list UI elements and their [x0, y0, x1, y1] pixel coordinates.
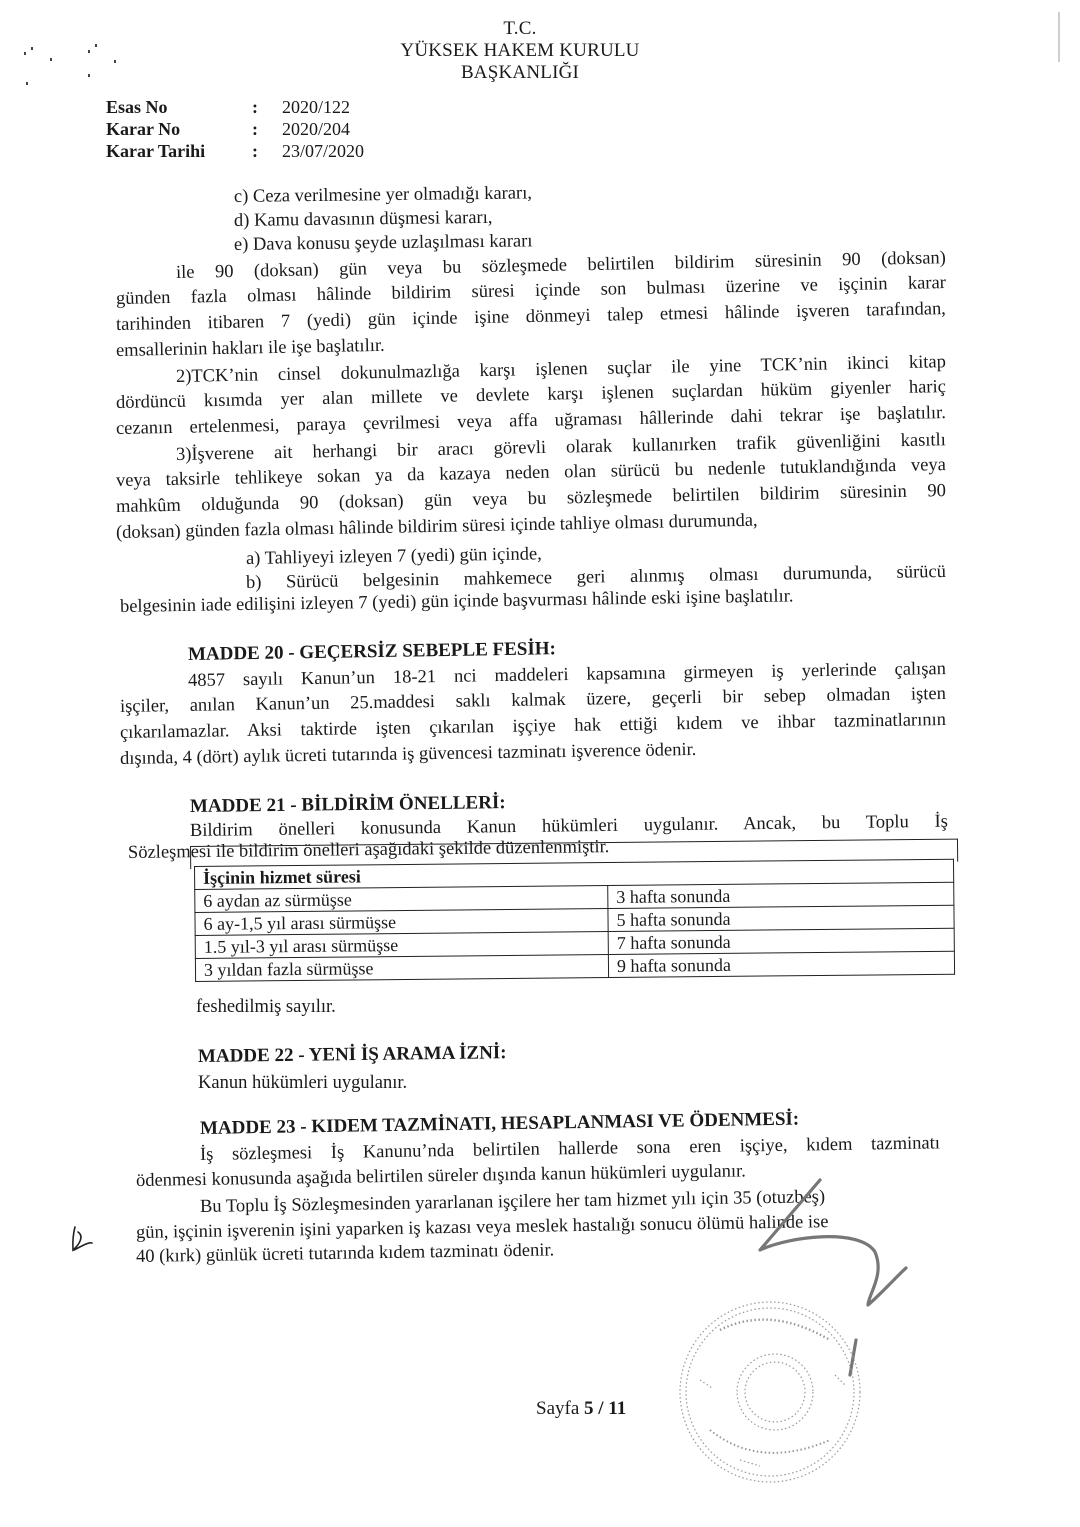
initials-mark-icon: [73, 1227, 92, 1250]
paragraph-line: Bildirim önelleri konusunda Kanun hükümleri uygulanır. Ancak, bu Toplu İş: [189, 811, 949, 841]
scan-speck: [95, 44, 97, 47]
scan-speck: [114, 60, 116, 63]
list-item-b: b) Sürücü belgesinin mahkemece geri alınmış olması durumunda, sürücü: [245, 562, 947, 593]
meta-karar-tarihi: [106, 140, 364, 162]
cell-duration: 6 aydan az sürmüşse: [195, 886, 608, 913]
section-heading-madde-20: MADDE 20 - GEÇERSİZ SEBEPLE FESİH:: [187, 638, 557, 665]
cell-notice: 7 hafta sonunda: [608, 928, 954, 954]
header-department: BAŞKANLIĞI: [460, 62, 580, 83]
notice-period-table: [194, 859, 955, 982]
meta-separator: :: [252, 97, 258, 117]
table-header-cell: İşçinin hizmet süresi: [195, 859, 954, 889]
paragraph-line: belgesinin iade edilişini izleyen 7 (yedi) gün içinde başvurması hâlinde eski işine başlatılır.: [119, 586, 794, 617]
section-heading-madde-23: MADDE 23 - KIDEM TAZMİNATI, HESAPLANMASI VE ÖDENMESİ:: [199, 1108, 800, 1139]
meta-label: Karar Tarihi: [106, 141, 206, 161]
paragraph-line: 4857 sayılı Kanun’un 18-21 nci maddeleri kapsamına girmeyen iş yerlerinde çalışan: [187, 659, 947, 691]
cell-notice: 9 hafta sonunda: [608, 951, 954, 977]
meta-value: 2020/122: [282, 97, 351, 117]
paragraph-line: 40 (kırk) günlük ücreti tutarında kıdem tazminatı ödenir.: [135, 1240, 555, 1267]
meta-separator: :: [252, 141, 258, 161]
paragraph-line: dışında, 4 (dört) aylık ücreti tutarında iş güvencesi tazminatı işverence ödenir.: [119, 739, 697, 769]
header-institution: YÜKSEK HAKEM KURULU: [400, 40, 640, 61]
paragraph-line: günden fazla olması hâlinde bildirim süresi içinde son bulması üzerine ve işçinin karar: [115, 273, 947, 309]
paragraph-line: dördüncü kısımda yer alan millete ve devlete karşı işlenen suçlardan hüküm giyenler hariç: [115, 377, 947, 413]
page-number: [536, 1398, 626, 1420]
paragraph-line: cezanın ertelenmesi, paraya çevrilmesi veya affa uğraması hâllerinde dahi tekrar işe başlatılır.: [115, 403, 947, 439]
after-table-text: feshedilmiş sayılır.: [196, 997, 336, 1017]
meta-value: 23/07/2020: [282, 141, 365, 161]
paragraph-line: gün, işçinin işverenin işini yaparken iş kazası veya meslek hastalığı sonucu ölümü halinde ise: [135, 1212, 829, 1243]
paragraph-line: Bu Toplu İş Sözleşmesinden yararlanan işçilere her tam hizmet yılı için 35 (otuzbeş): [199, 1187, 826, 1217]
cell-duration: 1.5 yıl-3 yıl arası sürmüşse: [195, 932, 608, 959]
paragraph-line: mahkûm olduğunda 90 (doksan) gün veya bu sözleşmede belirtilen bildirim süresinin 90: [115, 481, 947, 517]
scan-speck: [24, 52, 26, 55]
paragraph-line: İş sözleşmesi İş Kanunu’nda belirtilen hallerde sona eren işçiye, kıdem tazminatı: [199, 1133, 941, 1165]
page-total: 11: [608, 1398, 627, 1419]
paragraph-line: tarihinden itibaren 7 (yedi) gün içinde işine dönmeyi talep etmesi hâlinde işveren tarafından,: [115, 299, 947, 335]
section-heading-madde-22: MADDE 22 - YENİ İŞ ARAMA İZNİ:: [197, 1042, 507, 1067]
scan-speck: [31, 47, 33, 50]
meta-value: 2020/204: [282, 119, 351, 139]
scan-speck: [88, 50, 90, 53]
paragraph-line: emsallerinin hakları ile işe başlatılır.: [115, 335, 385, 361]
list-item-e: e) Dava konusu şeyde uzlaşılması kararı: [233, 231, 533, 255]
paragraph-line: (doksan) günden fazla olması hâlinde bildirim süresi içinde tahliye olması durumunda,: [115, 510, 758, 543]
meta-separator: :: [252, 119, 258, 139]
paragraph-line: Kanun hükümleri uygulanır.: [198, 1073, 408, 1093]
list-item-c: c) Ceza verilmesine yer olmadığı kararı,: [233, 183, 533, 207]
paragraph-line: Sözleşmesi ile bildirim önelleri aşağıdaki şekilde düzenlenmiştir.: [127, 837, 610, 863]
signature-icon: [760, 1180, 906, 1375]
paragraph-line: çıkarılamazlar. Aksi taktirde işten çıkarılan işçiye hak ettiği kıdem ve ihbar tazminatlarının: [119, 710, 947, 743]
paragraph-line: 2)TCK’nin cinsel dokunulmazlığa karşı işlenen suçlar ile yine TCK’nin ikinci kitap: [175, 352, 947, 387]
meta-karar-no: [106, 118, 350, 140]
cell-duration: 3 yıldan fazla sürmüşse: [195, 955, 608, 982]
header-tc: T.C.: [503, 18, 537, 39]
scan-speck: [50, 58, 52, 61]
paragraph-line: ile 90 (doksan) gün veya bu sözleşmede belirtilen bildirim süresinin 90 (doksan): [175, 248, 947, 283]
meta-label: Karar No: [106, 119, 181, 139]
scan-speck: [88, 74, 90, 77]
official-stamp-icon: [680, 1302, 860, 1482]
page-separator: /: [598, 1398, 604, 1419]
section-heading-madde-21: MADDE 21 - BİLDİRİM ÖNELLERİ:: [189, 792, 506, 817]
paragraph-line: 3)İşverene ait herhangi bir aracı görevli olarak kullanırken trafik güvenliğini kasıtlı: [175, 430, 947, 465]
list-item-d: d) Kamu davasının düşmesi kararı,: [233, 207, 493, 231]
cell-notice: 5 hafta sonunda: [608, 905, 954, 931]
scan-speck: [26, 82, 28, 85]
meta-esas-no: [106, 96, 350, 118]
list-item-a: a) Tahliyeyi izleyen 7 (yedi) gün içinde,: [245, 544, 542, 569]
page-word: Sayfa: [536, 1398, 580, 1419]
paragraph-line: işçiler, anılan Kanun’un 25.maddesi saklı kalmak üzere, geçerli bir sebep olmadan işten: [119, 684, 947, 717]
paragraph-line: ödenmesi konusunda aşağıda belirtilen süreler dışında kanun hükümleri uygulanır.: [135, 1161, 746, 1191]
scan-edge-line: [1058, 12, 1060, 62]
paragraph-line: veya taksirle tehlikeye sokan ya da kazaya neden olan sürücü bu nedenle tutuklandığında veya: [115, 455, 947, 491]
page-current: 5: [584, 1398, 594, 1419]
header-block: [380, 18, 660, 84]
meta-label: Esas No: [106, 97, 168, 117]
cell-notice: 3 hafta sonunda: [608, 882, 954, 908]
cell-duration: 6 ay-1,5 yıl arası sürmüşse: [195, 909, 608, 936]
